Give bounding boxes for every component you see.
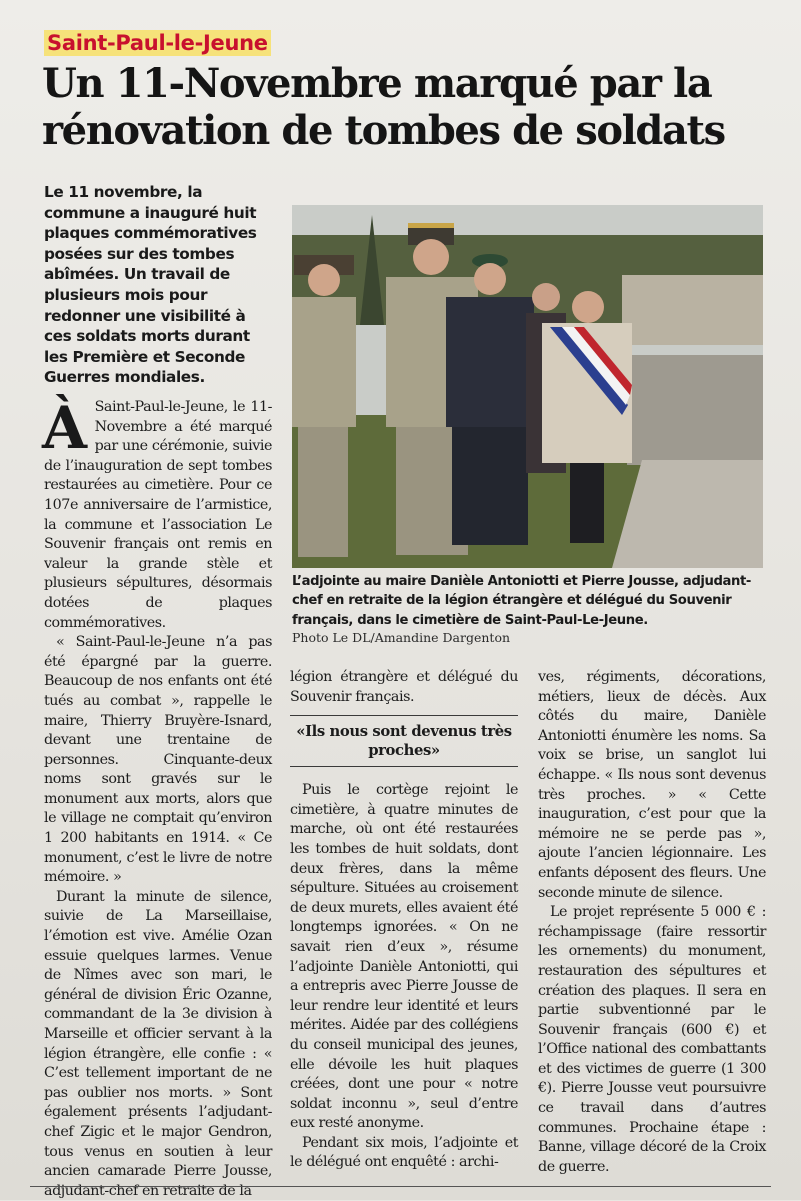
body-paragraph: légion étrangère et délégué du Souvenir français.	[290, 669, 518, 705]
body-column-2	[290, 668, 518, 1173]
person-legionnaire	[446, 254, 534, 545]
photo-village	[622, 275, 763, 345]
photo-credit: Photo Le DL/Amandine Dargenton	[292, 630, 511, 645]
body-paragraph: Puis le cortège rejoint le cimetière, à quatre minutes de marche, où ont été restaurées les tombes de huit soldats, dont deux frères, dans la même sépulture. Situées au croisement de deux murets, elles avaient été longtemps ignorées. « On ne savait rien d’eux », résume l’adjointe Danièle Antoniotti, qui a entrepris avec Pierre Jousse de leur rendre leur identité et leurs mérites. Aidée par des collégiens du conseil municipal des jeunes, elle dévoile les huit plaques créées, dont une pour « notre soldat inconnu », seul d’entre eux resté anonyme.	[290, 782, 518, 1132]
body-paragraph: Pendant six mois, l’adjointe et le délégué ont enquêté : archi-	[290, 1134, 518, 1171]
photo-caption: L’adjointe au maire Danièle Antoniotti et Pierre Jousse, adjudant-chef en retraite de la légion étrangère et délégué du Souvenir français, dans le cimetière de Saint-Paul-Le-Jeune.	[292, 574, 751, 628]
person-soldier-left	[292, 255, 356, 557]
body-paragraph: ves, régiments, décorations, métiers, lieux de décès. Aux côtés du maire, Danièle Antoniotti énumère les noms. Sa voix se brise, un sanglot lui échappe. « Ils nous sont devenus très proches. » « Cette inauguration, c’est pour que la mémoire ne se perde pas », ajoute l’ancien légionnaire. Les enfants déposent des fleurs. Une seconde minute de silence.	[538, 669, 766, 901]
article-lead: Le 11 novembre, la commune a inauguré huit plaques commémoratives posées sur des tombes abîmées. Un travail de plusieurs mois pour redonner une visibilité à ces soldats morts durant les Première et Seconde Guerres mondiales.	[44, 183, 257, 387]
photo-wall	[627, 355, 763, 465]
body-paragraph: À Saint-Paul-le-Jeune, le 11-Novembre a été marqué par une cérémonie, suivie de l’inauguration de sept tombes restaurées au cimetière. Pour ce 107e anniversaire de l’armistice, la commune et l’association Le Souvenir français ont remis en valeur la grande stèle et plusieurs sépultures, désormais dotées de plaques commémoratives.	[42, 394, 272, 631]
body-paragraph: Durant la minute de silence, suivie de La Marseillaise, l’émotion est vive. Amélie Ozan essuie quelques larmes. Venue de Nîmes avec son mari, le général de division Éric Ozanne, commandant de la 3e division à Marseille et officier servant à la légion étrangère, elle confie : « C’est tellement important de ne pas oublier nos morts. » Sont également présents l’adjudant-chef Zigic et le major Gendron, tous venus en soutien à leur ancien camarade Pierre Jousse, adjudant-chef en retraite de la	[44, 888, 272, 1199]
drop-cap: À	[42, 394, 87, 462]
intertitle: «Ils nous sont devenus très proches»	[290, 715, 518, 767]
bottom-rule	[30, 1186, 771, 1187]
body-paragraph: Le projet représente 5 000 € : réchampissage (faire ressortir les ornements) du monument, restauration des sépultures et création des plaques. Il sera en partie subventionné par le Souvenir français (600 €) et l’Office national des combattants et des victimes de guerre (1 300 €). Pierre Jousse veut poursuivre ce travail dans d’autres communes. Prochaine étape : Banne, village décoré de la Croix de guerre.	[538, 904, 766, 1175]
body-column-1	[42, 394, 272, 1201]
section-kicker: Saint-Paul-le-Jeune	[44, 30, 271, 56]
body-paragraph: « Saint-Paul-le-Jeune n’a pas été épargné par la guerre. Beaucoup de nos enfants ont été tués au combat », rappelle le maire, Thierry Bruyère-Isnard, devant une trentaine de personnes. Cinquante-deux noms sont gravés sur le monument aux morts, alors que le village ne comptait qu’environ 1 200 habitants en 1914. « Ce monument, c’est le livre de notre mémoire. »	[44, 634, 272, 886]
article-photo	[292, 205, 763, 568]
body-column-3	[538, 668, 766, 1177]
article-headline: Un 11-Novembre marqué par la rénovation de tombes de soldats	[42, 60, 725, 154]
